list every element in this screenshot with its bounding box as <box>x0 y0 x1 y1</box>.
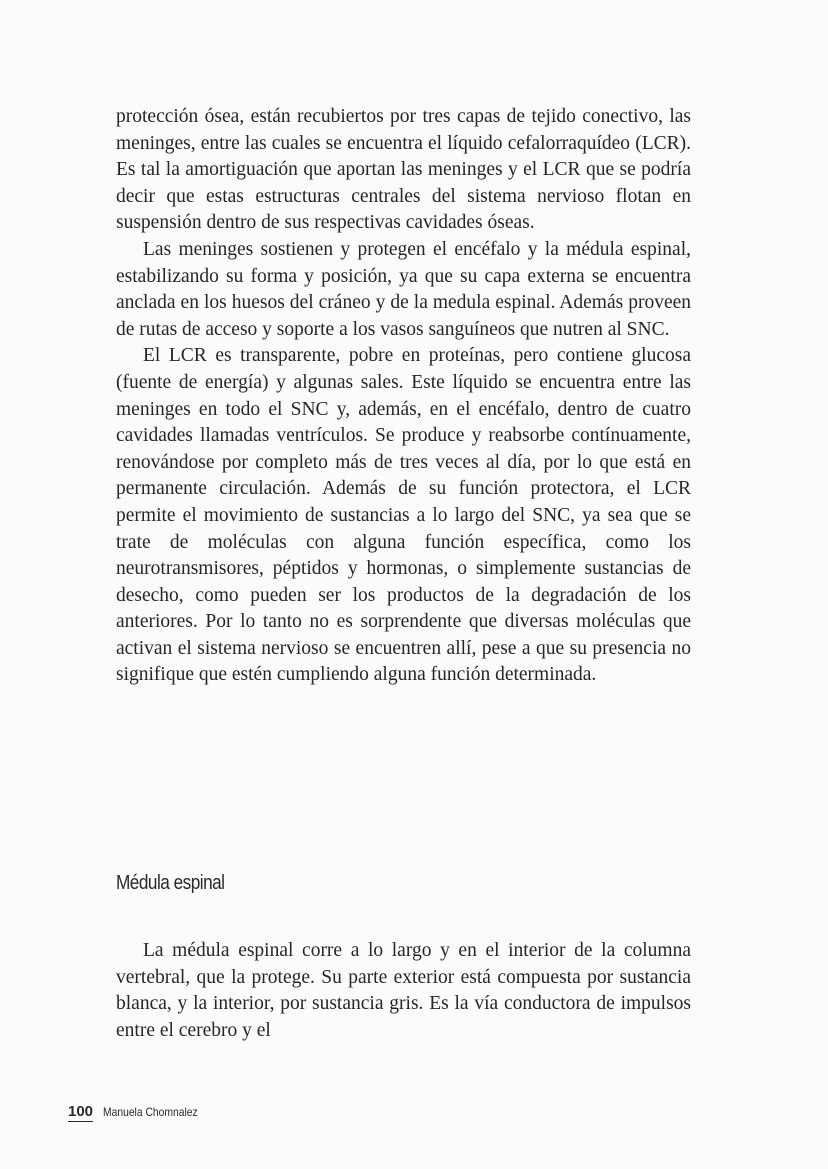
page-footer <box>68 1103 213 1122</box>
running-footer-author: Manuela Chomnalez <box>103 1105 198 1119</box>
section-body <box>116 938 691 1044</box>
body-text <box>116 104 691 689</box>
page-number: 100 <box>68 1103 94 1120</box>
paragraph-continuation: protección ósea, están recubiertos por tres capas de tejido conectivo, las meninges, entre las cuales se encuentra el líquido cefalorraquídeo (LCR). Es tal la amortiguación que aportan las meninges y el LCR que se podría decir que estas estructuras centrales del sistema nervioso flotan en suspensión dentro de sus respectivas cavidades óseas. <box>116 106 691 234</box>
paragraph-lcr: El LCR es transparente, pobre en proteínas, pero contiene glucosa (fuente de energía) y algunas sales. Este líquido se encuentra entre las meninges en todo el SNC y, además, en el encéfalo, dentro de cuatro cavidades llamadas ventrículos. Se produce y reabsorbe contínuamente, renovándose por completo más de tres veces al día, por lo que está en permanente circulación. Además de su función protectora, el LCR permite el movimiento de sustancias a lo largo del SNC, ya sea que se trate de moléculas con alguna función específica, como los neurotransmisores, péptidos y hormonas, o simplemente sustancias de desecho, como pueden ser los productos de la degradación de los anteriores. Por lo tanto no es sorprendente que diversas moléculas que activan el sistema nervioso se encuentren allí, pese a que su presencia no signifique que estén cumpliendo alguna función determinada. <box>116 345 691 686</box>
section-heading: Médula espinal <box>116 872 225 894</box>
paragraph-meninges: Las meninges sostienen y protegen el encéfalo y la médula espinal, estabilizando su forma y posición, ya que su capa externa se encuentra anclada en los huesos del cráneo y de la medula espinal. Además proveen de rutas de acceso y soporte a los vasos sanguíneos que nutren al SNC. <box>116 238 691 340</box>
paragraph-medula: La médula espinal corre a lo largo y en el interior de la columna vertebral, que la protege. Su parte exterior está compuesta por sustancia blanca, y la interior, por sustancia gris. Es la vía conductora de impulsos entre el cerebro y el <box>116 940 691 1041</box>
